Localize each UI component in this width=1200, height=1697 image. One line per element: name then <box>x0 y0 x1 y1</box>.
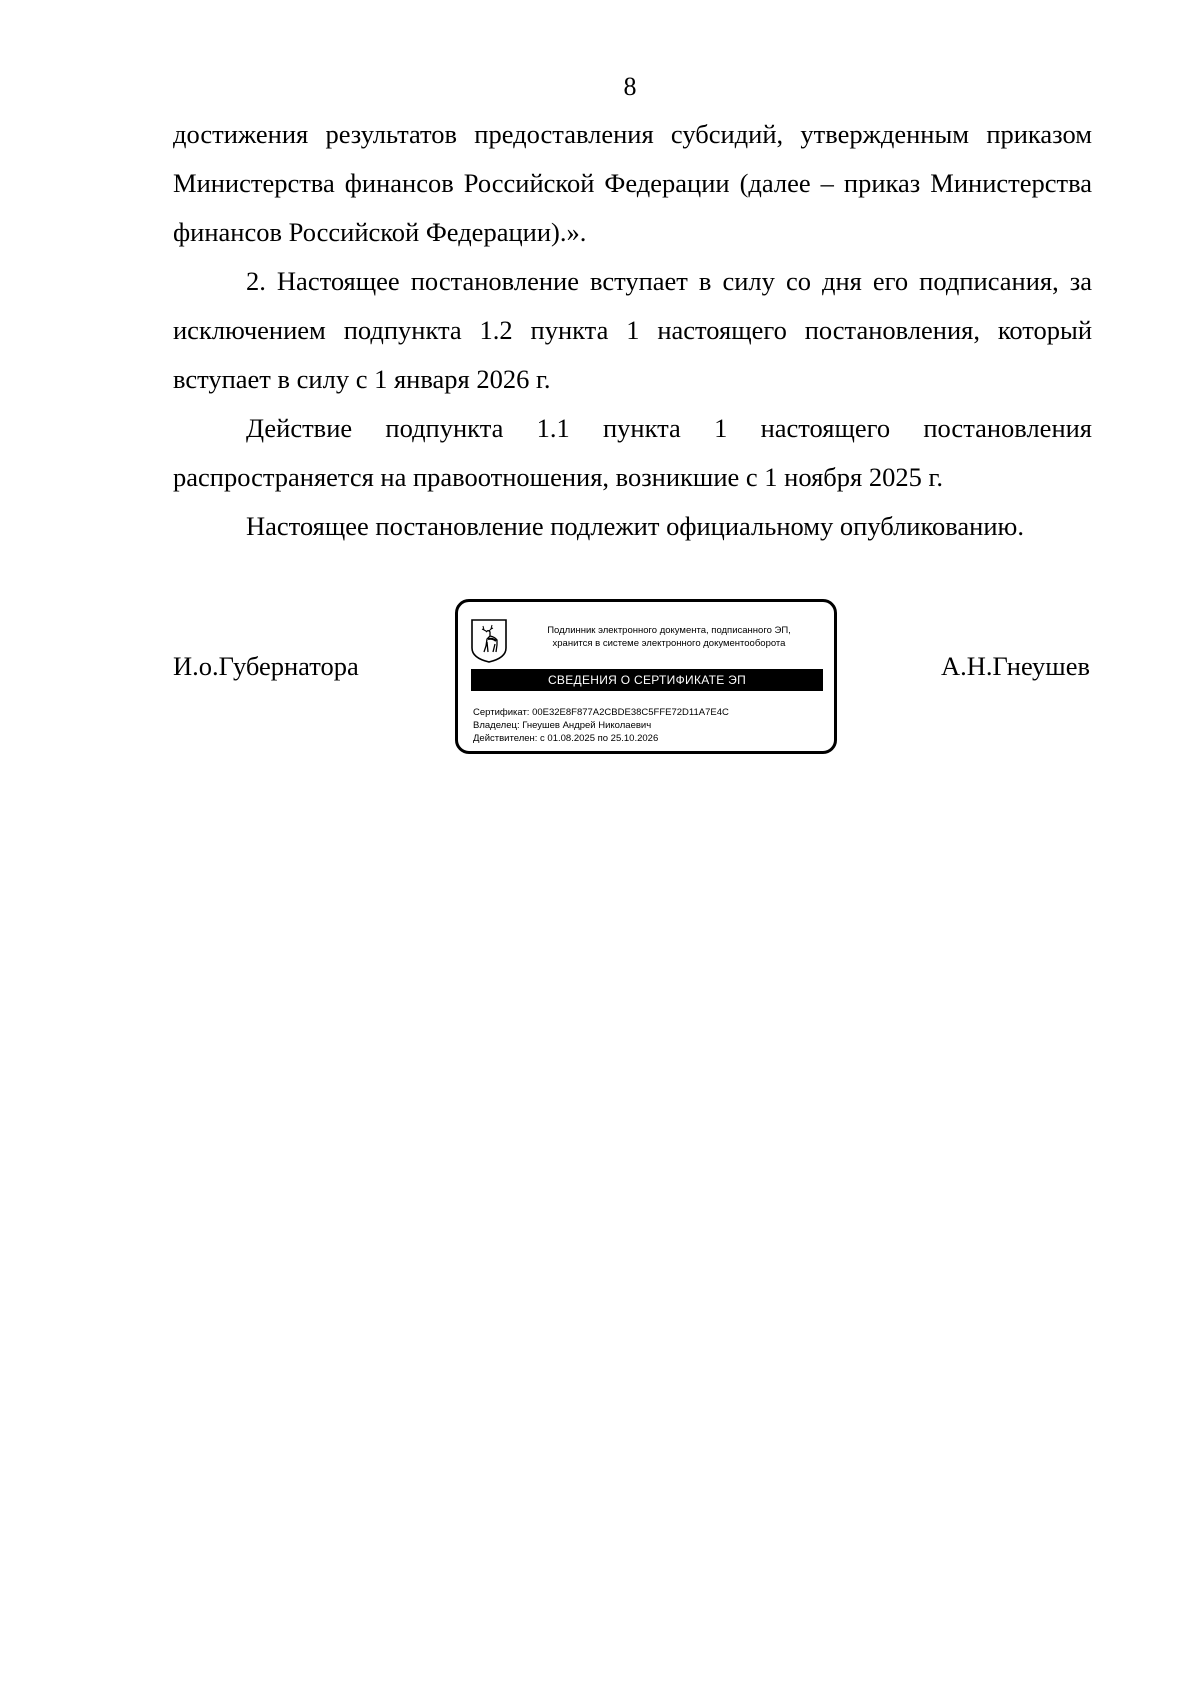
deer-coat-of-arms-icon <box>470 618 508 664</box>
signer-position: И.о.Губернатора <box>173 651 359 681</box>
paragraph-publication: Настоящее постановление подлежит официальному опубликованию. <box>246 511 1024 541</box>
certificate-owner: Владелец: Гнеушев Андрей Николаевич <box>473 720 652 731</box>
stamp-header-line: Подлинник электронного документа, подписанного ЭП, <box>547 625 791 636</box>
stamp-header-line: хранится в системе электронного документооборота <box>552 638 786 649</box>
certificate-number: Сертификат: 00E32E8F877A2CBDE38C5FFE72D11A7E4C <box>473 707 729 718</box>
electronic-signature-stamp <box>455 599 837 754</box>
signer-name: А.Н.Гнеушев <box>940 651 1090 681</box>
paragraph-effect: Действие подпункта 1.1 пункта 1 настоящего постановления распространяется на правоотношения, возникшие с 1 ноября 2025 г. <box>173 413 1092 492</box>
stamp-title-bar: СВЕДЕНИЯ О СЕРТИФИКАТЕ ЭП <box>471 669 823 691</box>
paragraph-item-2: 2. Настоящее постановление вступает в силу со дня его подписания, за исключением подпункта 1.2 пункта 1 настоящего постановления, который вступает в силу с 1 января 2026 г. <box>173 266 1092 394</box>
paragraph-continuation: достижения результатов предоставления субсидий, утвержденным приказом Министерства финансов Российской Федерации (далее – приказ Министерства финансов Российской Федерации).». <box>173 119 1092 247</box>
stamp-header <box>514 624 824 650</box>
page-number: 8 <box>623 72 637 101</box>
signature-block <box>0 599 1200 759</box>
stamp-certificate-details <box>473 706 729 745</box>
document-body <box>173 110 1092 551</box>
certificate-validity: Действителен: с 01.08.2025 по 25.10.2026 <box>473 733 659 744</box>
